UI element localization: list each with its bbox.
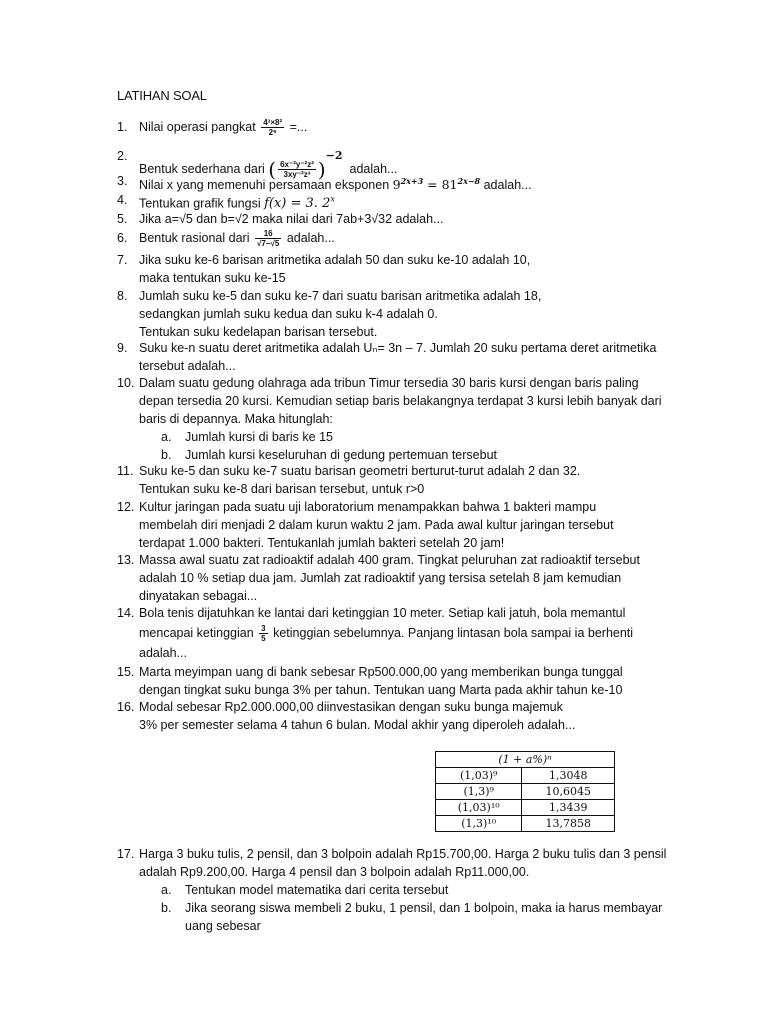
table-row	[436, 816, 615, 832]
table-row	[436, 784, 615, 800]
sub-item-text: Jika seorang siswa membeli 2 buku, 1 pensil, dan 1 bolpoin, maka ia harus membayar uang sebesar	[185, 901, 663, 933]
table-row	[436, 800, 615, 816]
question-line-tail: ketinggian sebelumnya. Panjang lintasan bola sampai ia berhenti	[273, 626, 634, 640]
question-9	[117, 339, 677, 375]
sub-item-label: a.	[161, 430, 172, 444]
exponent: −2	[325, 149, 343, 162]
fraction	[261, 118, 284, 137]
question-tail: adalah...	[483, 178, 532, 193]
question-number: 15.	[117, 665, 135, 679]
question-line: Suku ke-n suatu deret aritmetika adalah Uₙ= 3n – 7. Jumlah 20 suku pertama deret aritmetika	[139, 341, 657, 355]
question-number: 10.	[117, 376, 135, 390]
question-7	[117, 251, 677, 287]
table-cell-value: 13,7858	[522, 816, 615, 832]
fraction-numerator: 3	[261, 624, 266, 634]
question-number: 8.	[117, 289, 128, 303]
equation: $9^{2x+3} = 81^{2x-8}$	[392, 176, 481, 193]
sub-item	[161, 899, 677, 935]
paren-close: )	[317, 157, 326, 182]
fraction-numerator: 4³×8²	[263, 118, 283, 128]
question-tail: =...	[289, 120, 308, 134]
question-number: 4.	[117, 193, 128, 207]
question-line: adalah...	[139, 646, 187, 660]
question-line: maka tentukan suku ke-15	[139, 271, 286, 285]
fraction-numerator: 6x⁻²y⁻²z²	[280, 160, 314, 170]
fraction-denominator: 5	[261, 634, 266, 644]
question-line: Dalam suatu gedung olahraga ada tribun Timur tersedia 30 baris kursi dengan baris paling	[139, 376, 639, 390]
question-text: Jika a=√5 dan b=√2 maka nilai dari 7ab+3√32 adalah...	[139, 212, 444, 226]
question-line: adalah 10 % setiap dua jam. Jumlah zat radioaktif yang tersisa setelah 8 jam kemudian	[139, 571, 622, 585]
question-line	[139, 622, 677, 644]
question-line: Bola tenis dijatuhkan ke lantai dari ketinggian 10 meter. Setiap kali jatuh, bola memantul	[139, 606, 626, 620]
question-line: adalah Rp9.200,00. Harga 4 pensil dan 3 bolpoin adalah Rp11.000,00.	[139, 865, 530, 879]
question-number: 11.	[117, 464, 134, 478]
function-expression: f(x) = 3. 2$^x$	[264, 195, 335, 212]
question-line: Tentukan suku kedelapan barisan tersebut.	[139, 325, 378, 339]
table-header: (1 + a%)ⁿ	[436, 752, 615, 768]
table-cell-value: 1,3439	[522, 800, 615, 816]
fraction	[259, 624, 267, 643]
question-tail: adalah...	[286, 231, 335, 245]
table-cell-expr: (1,03)⁹	[436, 768, 522, 784]
question-text: Tentukan grafik fungsi	[139, 196, 261, 211]
table-cell-expr: (1,3)¹⁰	[436, 816, 522, 832]
table-cell-expr: (1,3)⁹	[436, 784, 522, 800]
question-15	[117, 663, 677, 699]
question-line: dinyatakan sebagai...	[139, 589, 258, 603]
question-11	[117, 462, 677, 498]
question-number: 9.	[117, 341, 128, 355]
sub-item-label: b.	[161, 448, 172, 462]
question-1	[117, 118, 677, 137]
table-cell-expr: (1,03)¹⁰	[436, 800, 522, 816]
question-line: Marta meyimpan uang di bank sebesar Rp500.000,00 yang memberikan bunga tunggal	[139, 665, 623, 679]
table-header-row	[436, 752, 615, 768]
question-number: 14.	[117, 606, 135, 620]
question-number: 13.	[117, 553, 135, 567]
question-number: 17.	[117, 847, 135, 861]
question-number: 16.	[117, 700, 135, 714]
fraction	[255, 229, 281, 248]
paren-open: (	[268, 157, 277, 182]
question-text: Nilai operasi pangkat	[139, 120, 256, 134]
question-text: Nilai x yang memenuhi persamaan eksponen	[139, 178, 390, 193]
question-16	[117, 698, 677, 734]
question-line: 3% per semester selama 4 tahun 6 bulan. Modal akhir yang diperoleh adalah...	[139, 718, 576, 732]
interest-table	[435, 751, 615, 832]
fraction-denominator: 2⁶	[268, 128, 277, 138]
question-number: 3.	[117, 174, 128, 188]
question-text: Bentuk sederhana dari	[139, 162, 265, 176]
question-13	[117, 551, 677, 605]
question-number: 7.	[117, 253, 128, 267]
sub-item-text: Tentukan model matematika dari cerita tersebut	[185, 883, 449, 897]
question-text: Bentuk rasional dari	[139, 231, 250, 245]
question-17	[117, 845, 677, 935]
sub-item	[161, 881, 677, 899]
sub-item-text: Jumlah kursi di baris ke 15	[185, 430, 333, 444]
question-line: sedangkan jumlah suku kedua dan suku k-4 adalah 0.	[139, 307, 438, 321]
fraction-numerator: 16	[255, 229, 281, 239]
sub-item	[161, 428, 677, 446]
sub-item-text: Jumlah kursi keseluruhan di gedung pertemuan tersebut	[185, 448, 497, 462]
question-line: terdapat 1.000 bakteri. Tentukanlah jumlah bakteri setelah 20 jam!	[139, 536, 505, 550]
question-number: 5.	[117, 212, 128, 226]
question-5	[117, 210, 677, 228]
question-tail: adalah...	[349, 162, 398, 176]
table-cell-value: 1,3048	[522, 768, 615, 784]
sub-item-label: a.	[161, 883, 172, 897]
table-cell-value: 10,6045	[522, 784, 615, 800]
question-line: depan tersedia 20 kursi. Kemudian setiap baris belakangnya terdapat 3 kursi lebih banyak dari	[139, 394, 662, 408]
question-line: Tentukan suku ke-8 dari barisan tersebut, untuk r>0	[139, 482, 425, 496]
fraction-denominator: 3xy⁻²z³	[283, 170, 311, 180]
fraction-denominator: √7−√5	[256, 239, 280, 249]
question-12	[117, 498, 677, 552]
question-10	[117, 374, 677, 464]
question-number: 1.	[117, 120, 128, 134]
question-line: Jumlah suku ke-5 dan suku ke-7 dari suatu barisan aritmetika adalah 18,	[139, 289, 542, 303]
question-line: tersebut adalah...	[139, 359, 236, 373]
question-number: 12.	[117, 500, 135, 514]
sub-item-label: b.	[161, 901, 172, 915]
question-line: Suku ke-5 dan suku ke-7 suatu barisan geometri berturut-turut adalah 2 dan 32.	[139, 464, 581, 478]
table-row	[436, 768, 615, 784]
question-line: Massa awal suatu zat radioaktif adalah 400 gram. Tingkat peluruhan zat radioaktif tersebut	[139, 553, 640, 567]
question-line: baris di depannya. Maka hitunglah:	[139, 412, 333, 426]
question-6	[117, 229, 677, 248]
question-number: 6.	[117, 231, 128, 245]
question-line: Jika suku ke-6 barisan aritmetika adalah 50 dan suku ke-10 adalah 10,	[139, 253, 531, 267]
question-number: 2.	[117, 149, 128, 163]
question-14	[117, 604, 677, 662]
question-line-lead: mencapai ketinggian	[139, 626, 254, 640]
page-title: LATIHAN SOAL	[117, 88, 207, 103]
question-line: Modal sebesar Rp2.000.000,00 diinvestasikan dengan suku bunga majemuk	[139, 700, 563, 714]
question-line: Kultur jaringan pada suatu uji laboratorium menampakkan bahwa 1 bakteri mampu	[139, 500, 597, 514]
question-line: Harga 3 buku tulis, 2 pensil, dan 3 bolpoin adalah Rp15.700,00. Harga 2 buku tulis dan 3 pensil	[139, 847, 667, 861]
question-line: membelah diri menjadi 2 dalam kurun waktu 2 jam. Pada awal kultur jaringan tersebut	[139, 518, 614, 532]
question-line: dengan tingkat suku bunga 3% per tahun. Tentukan uang Marta pada akhir tahun ke-10	[139, 683, 623, 697]
question-8	[117, 287, 677, 341]
